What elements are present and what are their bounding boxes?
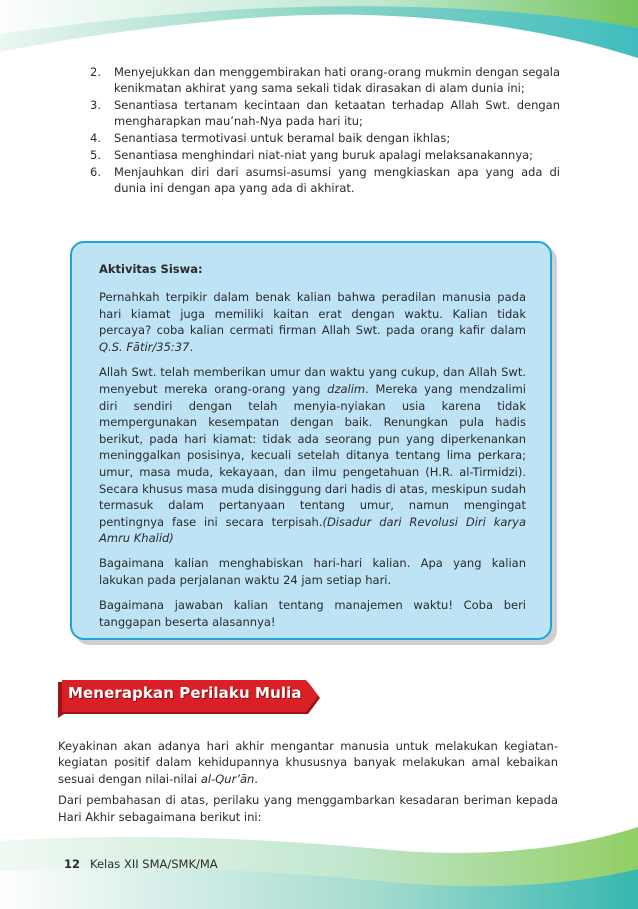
activity-paragraph: Allah Swt. telah memberikan umur dan waktu yang cukup, dan Allah Swt. menyebut mereka orang-orang yang dzalim. Mereka yang mendzalimi diri sendiri dengan telah menyia-nyiakan usia karena tidak mempergunakan kesempatan dengan baik. Renungkan pula hadis berikut, pada hari kiamat: tidak ada seorang pun yang diperkenankan meninggalkan posisinya, kecuali setelah ditanya tentang lima perkara; umur, masa muda, kekayaan, dan ilmu pengetahuan (H.R. al-Tirmidzi). Secara khusus masa muda disinggung dari hadis di atas, meskipun sudah termasuk dalam pertanyaan tentang umur, namun mengingat pentingnya fase ini secara terpisah.(Disadur dari Revolusi Diri karya Amru Khalid) [99, 365, 526, 546]
source-note: (Disadur dari Revolusi Diri karya Amru Khalid) [99, 514, 526, 546]
page-footer [64, 857, 218, 871]
quran-reference: Q.S. Fātir/35:37 [99, 339, 190, 354]
section-title: Menerapkan Perilaku Mulia [68, 684, 302, 702]
activity-paragraph: Pernahkah terpikir dalam benak kalian bahwa peradilan manusia pada hari kiamat juga memiliki kaitan erat dengan waktu. Kalian tidak percaya? coba kalian cermati firman Allah Swt. pada orang kafir dalam Q.S. Fātir/35:37. [99, 290, 526, 354]
list-item: 4. Senantiasa termotivasi untuk beramal baik dengan ikhlas; [90, 131, 451, 145]
list-item: 6. Menjauhkan diri dari asumsi-asumsi yang mengkiaskan apa yang ada di dunia ini dengan apa yang ada di akhirat. [90, 165, 560, 195]
list-item: 5. Senantiasa menghindari niat-niat yang buruk apalagi melaksanakannya; [90, 148, 534, 162]
bottom-wave-decoration [0, 779, 638, 909]
footer-label: Kelas XII SMA/SMK/MA [90, 857, 218, 871]
list-item: 3. Senantiasa tertanam kecintaan dan ketaatan terhadap Allah Swt. dengan mengharapkan mau’nah-Nya pada hari itu; [90, 98, 560, 128]
activity-box [70, 241, 552, 640]
list-item: 2. Menyejukkan dan menggembirakan hati orang-orang mukmin dengan segala kenikmatan akhirat yang sama sekali tidak dirasakan di alam dunia ini; [90, 65, 560, 95]
activity-paragraph: Bagaimana jawaban kalian tentang manajemen waktu! Coba beri tanggapan beserta alasannya! [99, 598, 526, 629]
activity-title: Aktivitas Siswa: [99, 262, 203, 276]
body-paragraph: Dari pembahasan di atas, perilaku yang menggambarkan kesadaran beriman kepada Hari Akhir sebagaimana berikut ini: [58, 793, 558, 824]
activity-paragraph: Bagaimana kalian menghabiskan hari-hari kalian. Apa yang kalian lakukan pada perjalanan waktu 24 jam setiap hari. [99, 555, 526, 587]
body-paragraph: Keyakinan akan adanya hari akhir mengantar manusia untuk melakukan kegiatan-kegiatan positif dalam kehidupannya khususnya banyak melakukan amal kebaikan sesuai dengan nilai-nilai al-Qur’ān. [58, 739, 558, 786]
page-number: 12 [64, 857, 81, 871]
numbered-list [80, 64, 560, 197]
